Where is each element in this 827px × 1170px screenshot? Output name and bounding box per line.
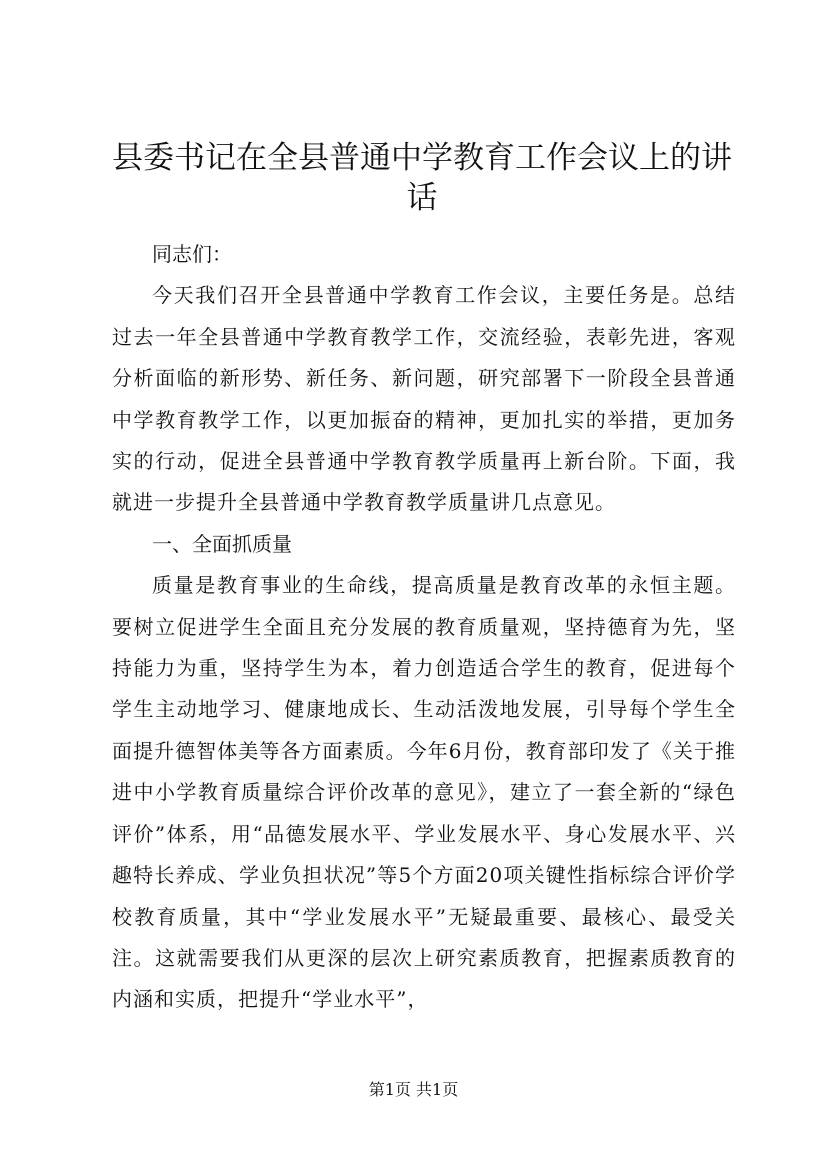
document-title: 县委书记在全县普通中学教育工作会议上的讲话 bbox=[112, 140, 732, 216]
page-footer: 第1页 共1页 bbox=[368, 1080, 459, 1099]
document-body bbox=[112, 234, 736, 1021]
paragraph-quality: 质量是教育事业的生命线，提高质量是教育改革的永恒主题。要树立促进学生全面且充分发展的教育质量观，坚持德育为先，坚持能力为重，坚持学生为本，着力创造适合学生的教育，促进每个学生主动地学习、健康地成长、生动活泼地发展，引导每个学生全面提升德智体美等各方面素质。今年6月份，教育部印发了《关于推进中小学教育质量综合评价改革的意见》，建立了一套全新的“绿色评价”体系，用“品德发展水平、学业发展水平、身心发展水平、兴趣特长养成、学业负担状况”等5个方面20项关键性指标综合评价学校教育质量，其中“学业发展水平”无疑最重要、最核心、最受关注。这就需要我们从更深的层次上研究素质教育，把握素质教育的内涵和实质，把提升“学业水平”， bbox=[112, 573, 736, 1012]
paragraph-intro: 今天我们召开全县普通中学教育工作会议，主要任务是。总结过去一年全县普通中学教育教学工作，交流经验，表彰先进，客观分析面临的新形势、新任务、新问题，研究部署下一阶段全县普通中学教育教学工作，以更加振奋的精神，更加扎实的举措，更加务实的行动，促进全县普通中学教育教学质量再上新台阶。下面，我就进一步提升全县普通中学教育教学质量讲几点意见。 bbox=[112, 283, 736, 515]
section-heading-quality: 一、全面抓质量 bbox=[152, 531, 292, 556]
salutation: 同志们： bbox=[152, 242, 232, 266]
